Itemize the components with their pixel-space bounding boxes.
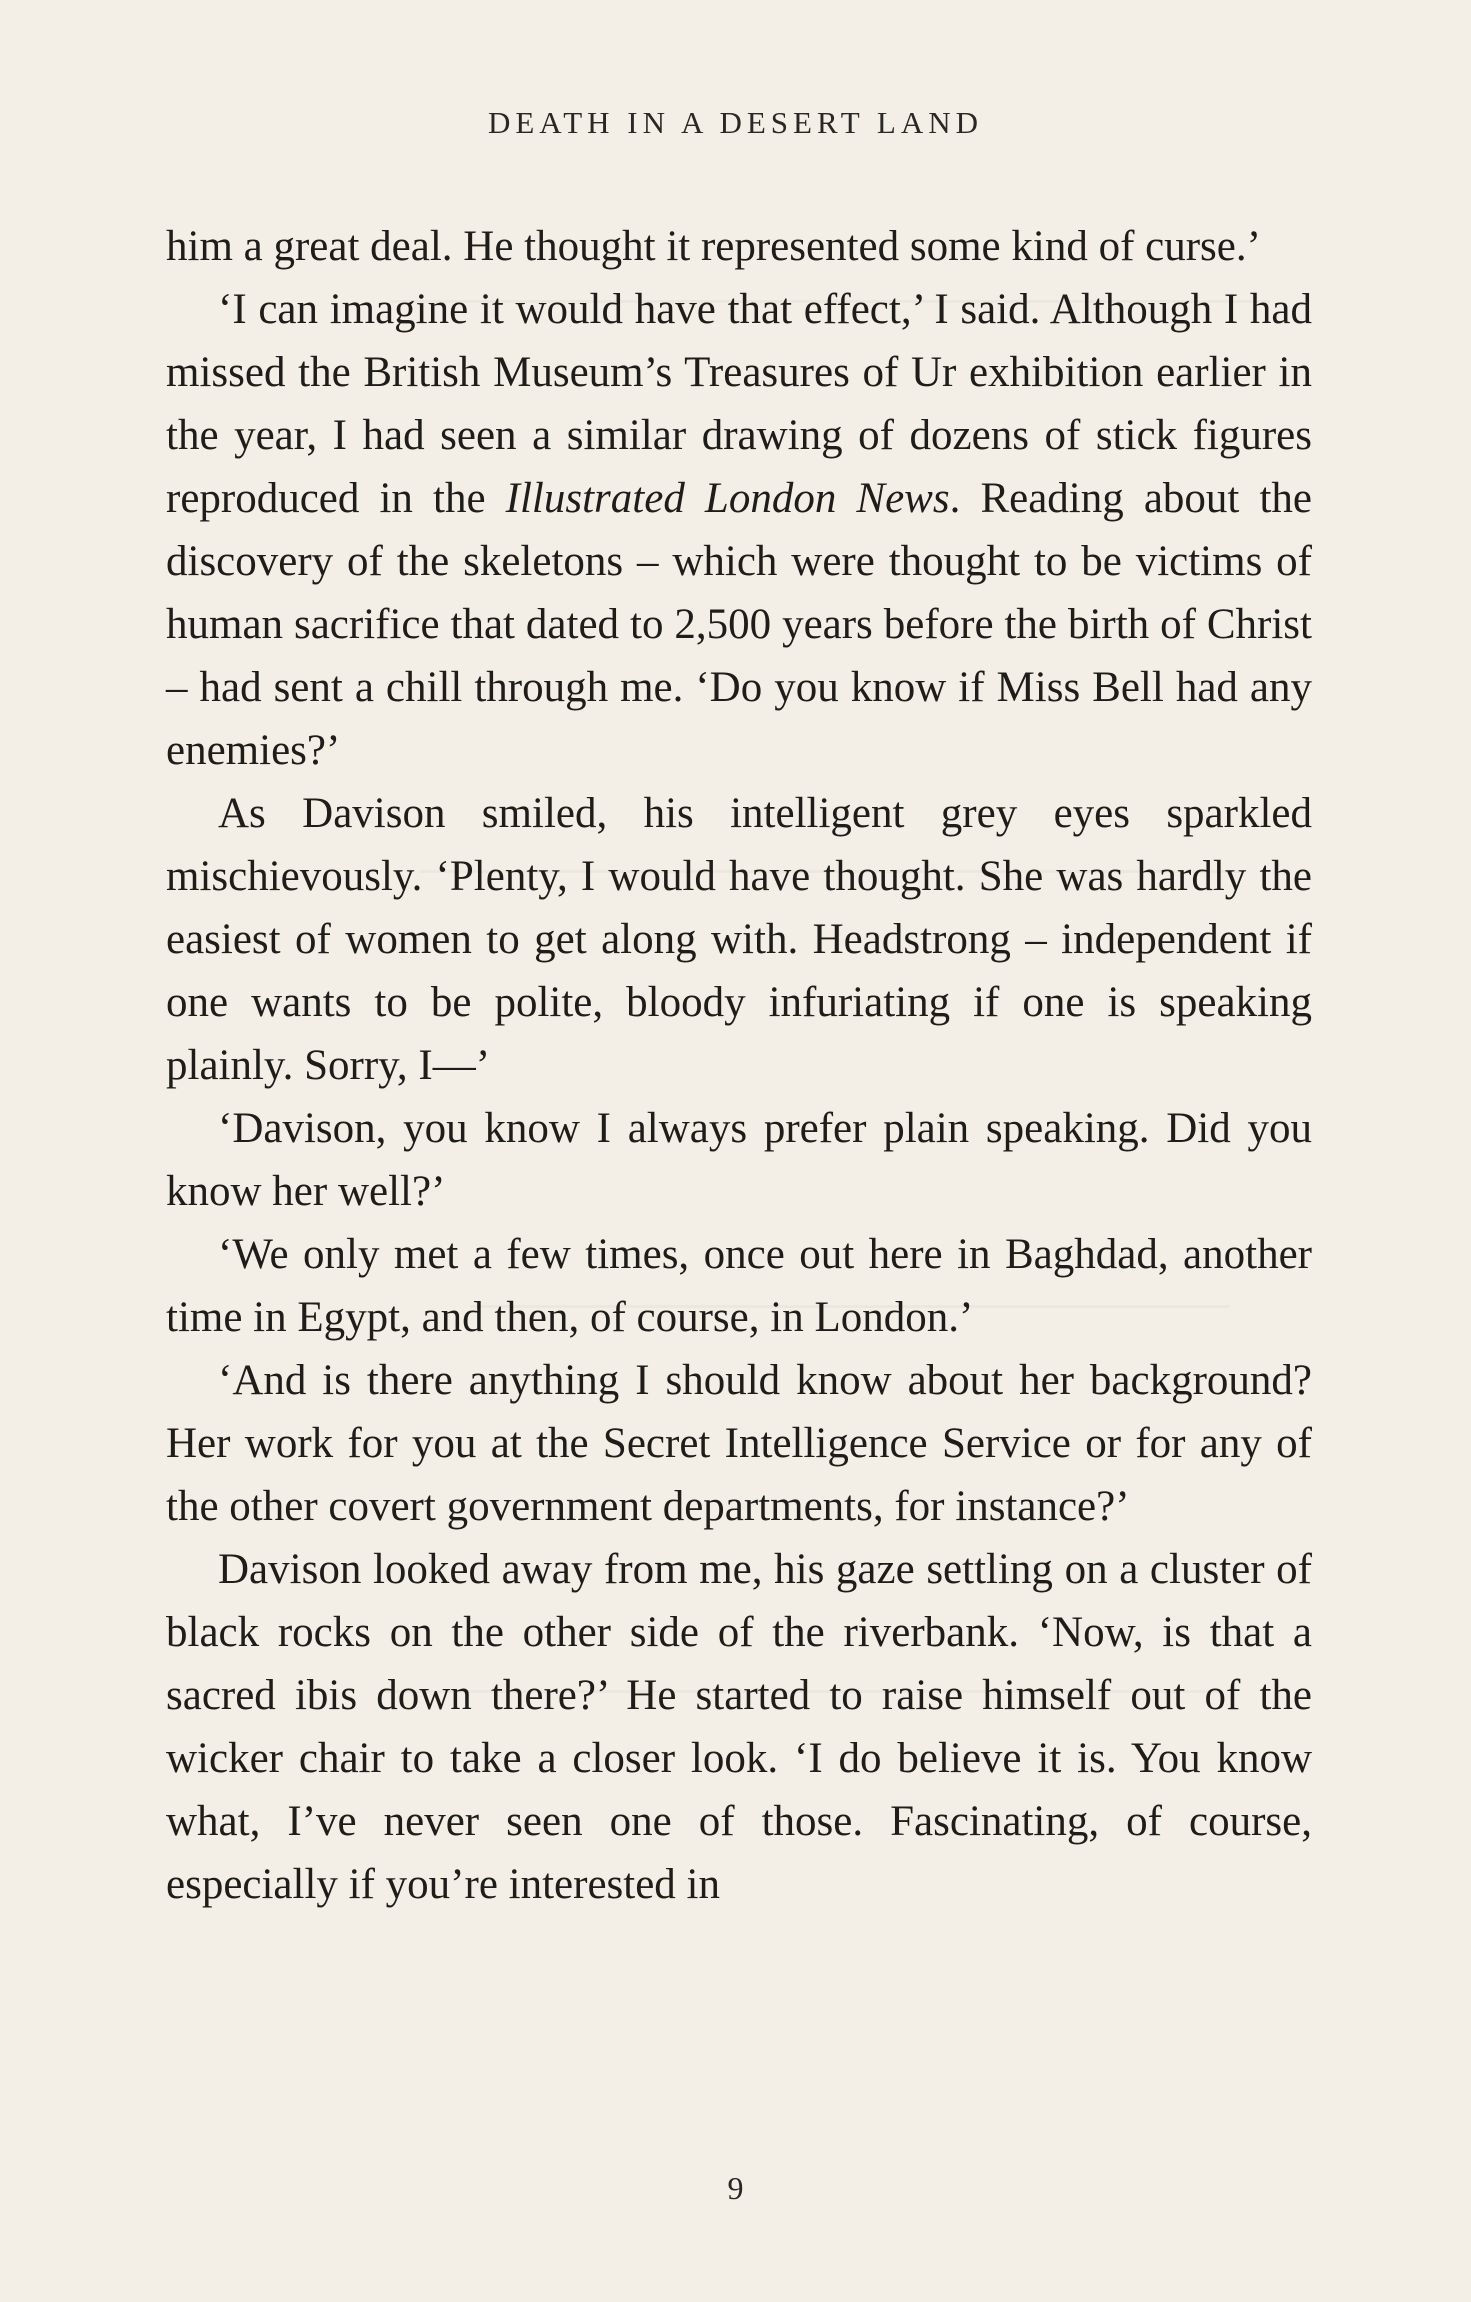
running-head: DEATH IN A DESERT LAND <box>487 105 984 140</box>
paragraph-1: him a great deal. He thought it represented some kind of curse.’ <box>166 223 1261 270</box>
paragraph-7: Davison looked away from me, his gaze settling on a cluster of black rocks on the other side of the riverbank. ‘Now, is that a sacred ibis down there?’ He started to raise himself out of the wicker chair to take a closer look. ‘I do believe it is. You know what, I’ve never seen one of those. Fascinating, of course, especially if you’re interested in <box>166 1546 1312 1908</box>
paragraph-5: ‘We only met a few times, once out here in Baghdad, another time in Egypt, and then, of course, in London.’ <box>166 1231 1312 1341</box>
page-number: 9 <box>727 2170 744 2206</box>
paragraph-4: ‘Davison, you know I always prefer plain speaking. Did you know her well?’ <box>166 1105 1312 1215</box>
paragraph-3: As Davison smiled, his intelligent grey eyes sparkled mischievously. ‘Plenty, I would have thought. She was hardly the easiest of women to get along with. Headstrong – independent if one wants to be polite, bloody infuriating if one is speaking plainly. Sorry, I—’ <box>166 790 1312 1089</box>
paragraph-2 <box>166 278 1312 782</box>
publication-title: Illustrated London News <box>505 475 950 522</box>
paragraph-2-text-b: . Reading about the discovery of the skeletons – which were thought to be victims of human sacrifice that dated to 2,500 years before the birth of Christ – had sent a chill through me. ‘Do you know if Miss Bell had any enemies?’ <box>166 475 1312 774</box>
paragraph-6: ‘And is there anything I should know about her background? Her work for you at the Secret Intelligence Service or for any of the other covert government departments, for instance?’ <box>166 1357 1312 1530</box>
paragraph-2-text-a: ‘I can imagine it would have that effect,’ I said. Although I had missed the British Museum’s Treasures of Ur exhibition earlier in the year, I had seen a similar drawing of dozens of stick figures reproduced in the <box>166 286 1312 522</box>
body-text <box>166 215 1312 1916</box>
